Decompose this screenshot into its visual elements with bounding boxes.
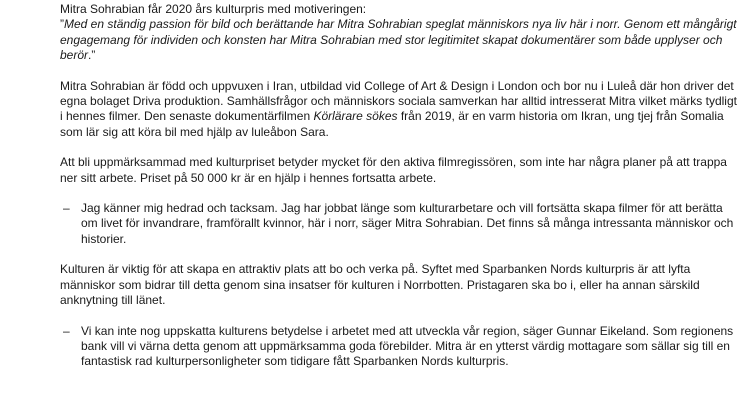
culture-paragraph: Kulturen är viktig för att skapa en attraktiv plats att bo och verka på. Syftet med Sparbanken Nords kulturpris är att lyfta människor som bidrar till detta genom sina insatser för kulturen i Norrbotten. Pristagaren ska bo i, eller ha annan särskild anknytning till länet. bbox=[60, 262, 700, 308]
bio-text-end: från 2019, är en varm historia om Ikran, ung tjej från Somalia som lär sig att köra bil med hjälp av luleåbon Sara. bbox=[60, 109, 724, 139]
intro-section bbox=[60, 2, 740, 64]
quote-mitra bbox=[60, 201, 740, 247]
quote-mitra-text: Jag känner mig hedrad och tacksam. Jag har jobbat länge som kulturarbetare och vill fortsätta skapa filmer för att berätta om livet för invandrare, framförallt kvinnor, här i norr, säger Mitra Sohrabian. Det finns så många intressanta människor och historier. bbox=[81, 201, 734, 246]
quote-gunnar bbox=[60, 324, 740, 370]
dash-bullet: – bbox=[63, 201, 70, 216]
film-title: Körlärare sökes bbox=[313, 109, 398, 124]
quote-gunnar-text: Vi kan inte nog uppskatta kulturens betydelse i arbetet med att utveckla vår region, säger Gunnar Eikeland. Som regionens bank vill vi värna detta genom att uppmärksamma goda förebilder. Mitra är en ytterst värdig mottagare som sällar sig till en fantastisk rad kulturpersonligheter som tidigare fått Sparbanken Nords kulturpris. bbox=[81, 323, 734, 369]
quote-open-mark: ” bbox=[60, 17, 64, 32]
bio-paragraph bbox=[60, 79, 740, 141]
dash-bullet: – bbox=[63, 323, 70, 338]
prize-paragraph: Att bli uppmärksammad med kulturpriset betyder mycket för den aktiva filmregissören, som inte har några planer på att trappa ner sitt arbete. Priset på 50 000 kr är en hjälp i hennes fortsatta arbete. bbox=[60, 155, 727, 185]
motivation-quote-text: Med en ständig passion för bild och berättande har Mitra Sohrabian speglat människors nya liv här i norr. Genom ett mångårigt engagemang för individen och konsten har Mitra Sohrabian med stor legitimitet skapat dokumentärer som både upplyser och berör bbox=[60, 17, 737, 63]
quote-close-mark: .” bbox=[88, 48, 96, 63]
intro-line: Mitra Sohrabian får 2020 års kulturpris med motiveringen: bbox=[60, 2, 367, 16]
bio-text-start: Mitra Sohrabian är född och uppvuxen i Iran, utbildad vid College of Art & Design i London och bor nu i Luleå där hon driver det egna bolaget Driva produktion. Samhällsfrågor och människors sociala samverkan har alltid intresserat Mitra vilket märks tydligt i hennes filmer. Den senaste dokumentärfilmen bbox=[60, 78, 737, 124]
motivation-quote bbox=[60, 17, 740, 63]
document-page bbox=[60, 2, 740, 385]
